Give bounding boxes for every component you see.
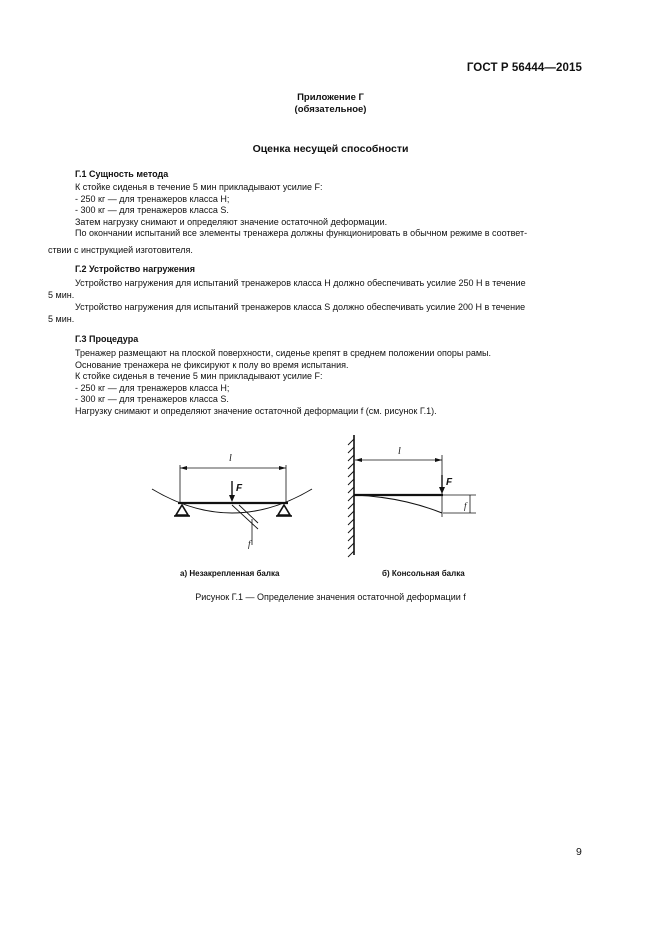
figure-a-beam <box>152 465 312 545</box>
text-line: Нагрузку снимают и определяют значение остаточной деформации f (см. рисунок Г.1). <box>75 405 437 416</box>
text-line: К стойке сиденья в течение 5 мин прикладывают усилие F: <box>75 182 323 192</box>
text-continuation: 5 мин. <box>48 290 75 300</box>
figure-b-cantilever <box>348 435 476 557</box>
label-F-a: F <box>236 483 243 494</box>
caption-b: б) Консольная балка <box>382 569 465 578</box>
section-body-g3 <box>75 348 583 417</box>
text-line: Тренажер размещают на плоской поверхности, сиденье крепят в среднем положении опоры рамы. <box>75 348 491 358</box>
section-heading-g2: Г.2 Устройство нагружения <box>75 264 195 274</box>
page-number: 9 <box>576 846 582 858</box>
text-continuation: 5 мин. <box>48 314 75 324</box>
page-title: Оценка несущей способности <box>252 143 409 155</box>
text-line: К стойке сиденья в течение 5 мин прикладывают усилие F: <box>75 371 323 381</box>
support-left <box>176 505 188 515</box>
text-line: - 250 кг — для тренажеров класса H; <box>75 382 230 393</box>
annex-subtitle: (обязательное) <box>294 104 367 115</box>
text-line: По окончании испытаний все элементы тренажера должны функционировать в обычном режиме в соответ- <box>75 228 528 238</box>
figure-deflection <box>140 425 500 585</box>
text-line: Затем нагрузку снимают и определяют значение остаточной деформации. <box>75 216 388 227</box>
text-line: - 250 кг — для тренажеров класса H; <box>75 193 230 204</box>
text-line: Устройство нагружения для испытаний тренажеров класса H должно обеспечивать усилие 250 Н в течение <box>75 278 526 288</box>
section-heading-g3: Г.3 Процедура <box>75 334 139 344</box>
text-line: - 300 кг — для тренажеров класса S. <box>75 394 229 404</box>
annex-heading <box>0 92 661 116</box>
label-F-b: F <box>446 477 453 488</box>
label-l-a: l <box>229 453 232 464</box>
support-right <box>278 505 290 515</box>
caption-a: а) Незакрепленная балка <box>180 569 280 578</box>
text-line: Основание тренажера не фиксируют к полу во время испытания. <box>75 359 349 370</box>
figure-caption: Рисунок Г.1 — Определение значения остаточной деформации f <box>195 592 466 602</box>
label-f-a: f <box>248 539 251 549</box>
text-line: Устройство нагружения для испытаний тренажеров класса S должно обеспечивать усилие 200 Н в течение <box>75 302 526 312</box>
text-line: - 300 кг — для тренажеров класса S. <box>75 205 229 215</box>
cantilever-deformed <box>354 495 442 513</box>
label-f-b: f <box>464 501 467 511</box>
annex-title: Приложение Г <box>297 92 364 103</box>
section-body-g1 <box>75 182 583 240</box>
text-continuation: ствии с инструкцией изготовителя. <box>48 245 193 255</box>
section-heading-g1: Г.1 Сущность метода <box>75 169 169 179</box>
label-l-b: l <box>398 446 401 457</box>
standard-number: ГОСТ Р 56444—2015 <box>466 62 582 74</box>
